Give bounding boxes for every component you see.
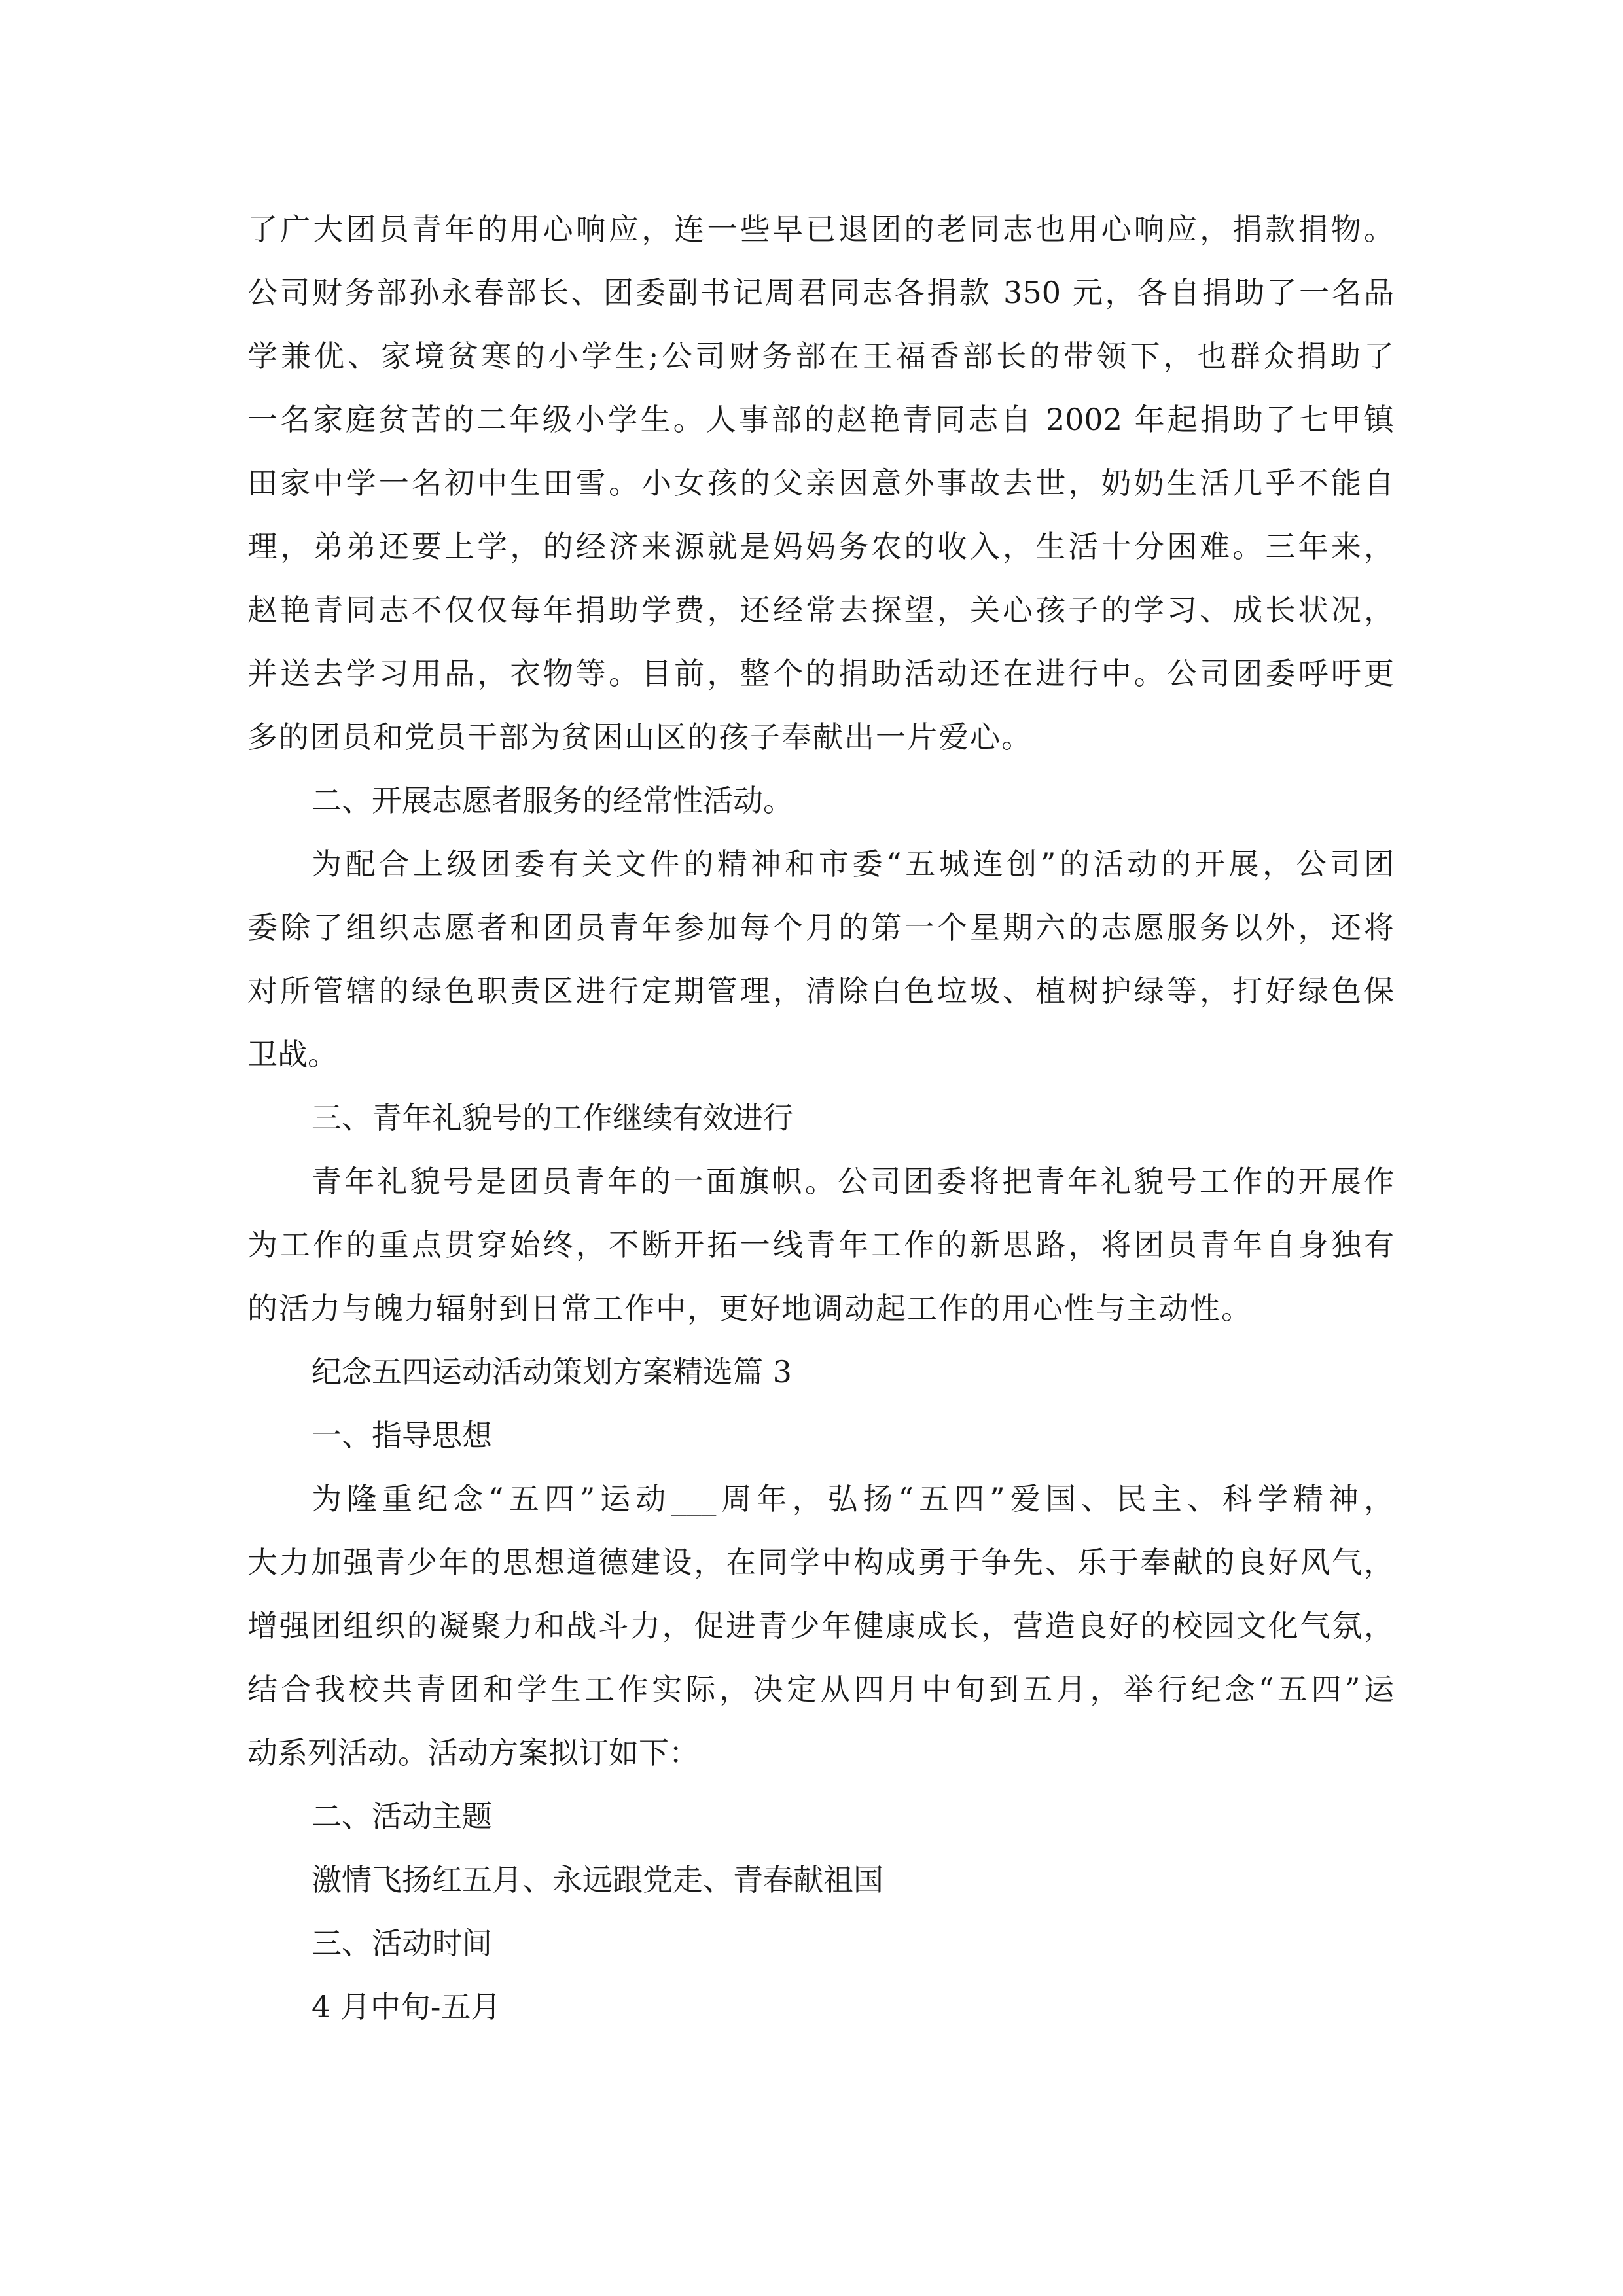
text-line: 理，弟弟还要上学，的经济来源就是妈妈务农的收入，生活十分困难。三年来， <box>247 529 1394 564</box>
text-line: 对所管辖的绿色职责区进行定期管理，清除白色垃圾、植树护绿等，打好绿色保 <box>247 973 1394 1009</box>
text-line: 多的团员和党员干部为贫困山区的孩子奉献出一片爱心。 <box>247 719 1033 755</box>
text-line: 为隆重纪念“五四”运动___周年，弘扬“五四”爱国、民主、科学精神， <box>312 1481 1394 1516</box>
section-heading: 二、活动主题 <box>312 1799 492 1834</box>
article-title: 纪念五四运动活动策划方案精选篇 3 <box>312 1354 792 1390</box>
text-line: 为配合上级团委有关文件的精神和市委“五城连创”的活动的开展，公司团 <box>312 846 1394 882</box>
text-line: 公司财务部孙永春部长、团委副书记周君同志各捐款 350 元，各自捐助了一名品 <box>247 275 1394 310</box>
section-heading: 三、青年礼貌号的工作继续有效进行 <box>312 1100 793 1136</box>
section-heading: 二、开展志愿者服务的经常性活动。 <box>312 783 793 818</box>
text-line: 增强团组织的凝聚力和战斗力，促进青少年健康成长，营造良好的校园文化气氛， <box>247 1608 1394 1643</box>
text-line: 大力加强青少年的思想道德建设，在同学中构成勇于争先、乐于奉献的良好风气， <box>247 1545 1394 1580</box>
text-line: 了广大团员青年的用心响应，连一些早已退团的老同志也用心响应，捐款捐物。 <box>247 211 1394 247</box>
text-line: 4 月中旬-五月 <box>312 1989 501 2024</box>
text-line: 结合我校共青团和学生工作实际，决定从四月中旬到五月，举行纪念“五四”运 <box>247 1672 1394 1707</box>
text-line: 田家中学一名初中生田雪。小女孩的父亲因意外事故去世，奶奶生活几乎不能自 <box>247 465 1394 501</box>
text-line: 并送去学习用品，衣物等。目前，整个的捐助活动还在进行中。公司团委呼吁更 <box>247 656 1394 691</box>
text-line: 一名家庭贫苦的二年级小学生。人事部的赵艳青同志自 2002 年起捐助了七甲镇 <box>247 402 1394 437</box>
text-line: 青年礼貌号是团员青年的一面旗帜。公司团委将把青年礼貌号工作的开展作 <box>312 1164 1394 1199</box>
text-line: 学兼优、家境贫寒的小学生;公司财务部在王福香部长的带领下，也群众捐助了 <box>247 338 1394 374</box>
section-heading: 一、指导思想 <box>312 1418 492 1453</box>
text-line: 动系列活动。活动方案拟订如下： <box>247 1735 699 1770</box>
text-line: 委除了组织志愿者和团员青年参加每个月的第一个星期六的志愿服务以外，还将 <box>247 910 1394 945</box>
text-line: 赵艳青同志不仅仅每年捐助学费，还经常去探望，关心孩子的学习、成长状况， <box>247 592 1394 628</box>
text-line: 卫战。 <box>247 1037 338 1072</box>
text-line: 激情飞扬红五月、永远跟党走、青春献祖国 <box>312 1862 883 1897</box>
text-line: 的活力与魄力辐射到日常工作中，更好地调动起工作的用心性与主动性。 <box>247 1291 1253 1326</box>
text-line: 为工作的重点贯穿始终，不断开拓一线青年工作的新思路，将团员青年自身独有 <box>247 1227 1394 1263</box>
section-heading: 三、活动时间 <box>312 1926 492 1961</box>
